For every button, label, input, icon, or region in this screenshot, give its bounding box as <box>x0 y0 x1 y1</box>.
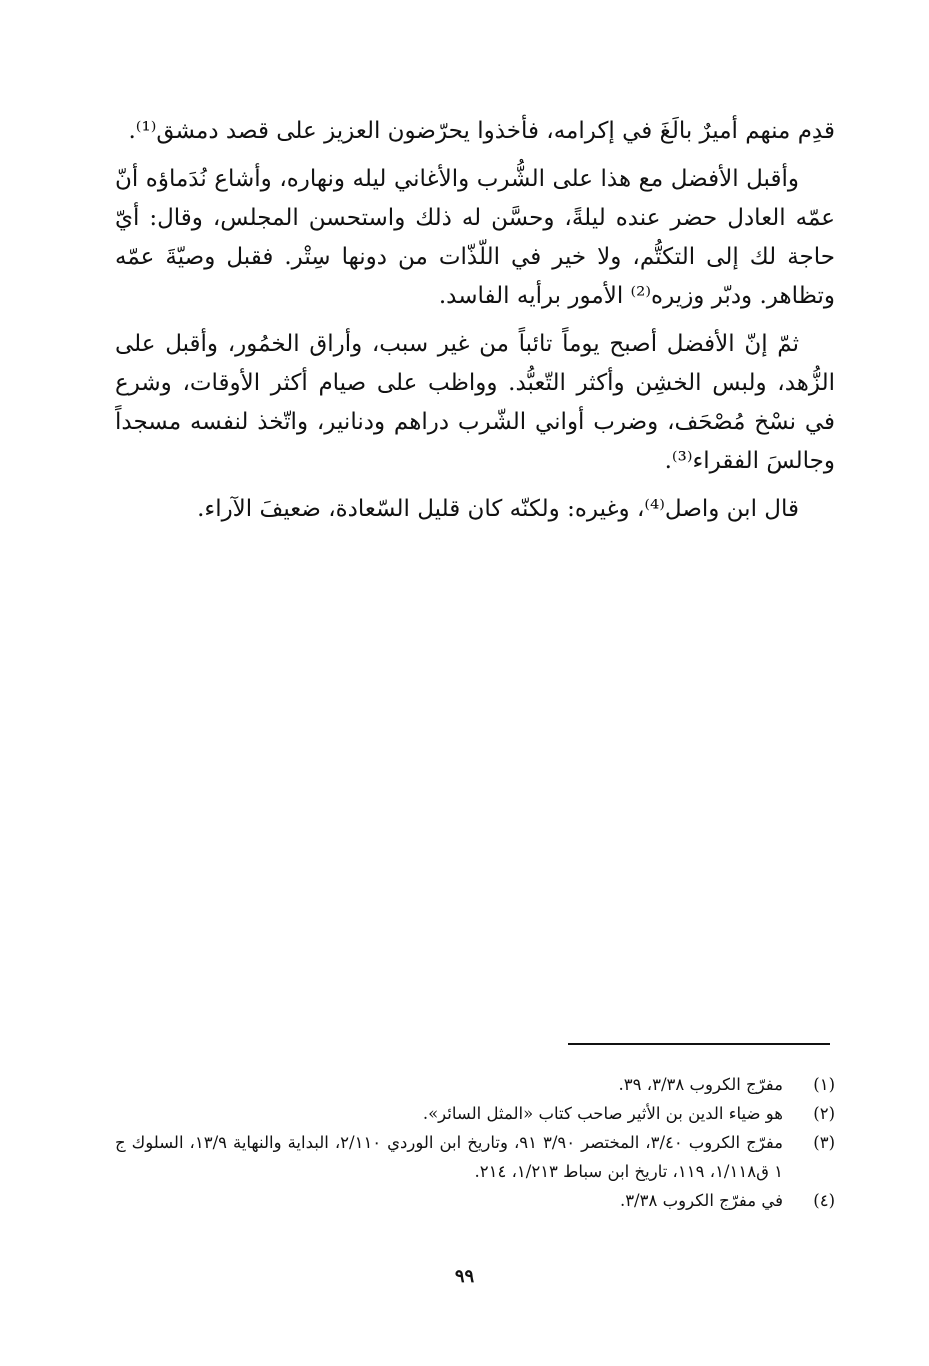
footnote-number: (١) <box>813 1075 835 1094</box>
paragraph-2: وأقبل الأفضل مع هذا على الشُّرب والأغاني ليله ونهاره، وأشاع نُدَماؤه أنّ عمّه العادل حضر عنده ليلةً، وحسَّن له ذلك واستحسن المجلس، وقال: أيّ حاجة لك إلى التكتُّم، ولا خير في اللّذّات من دونها سِتْر. فقبل وصيّةَ عمّه وتظاهر. ودبّر وزيره⁽²⁾ الأمور برأيه الفاسد. <box>115 166 835 309</box>
footnote-text: في مفرّج الكروب ٣/٣٨. <box>619 1191 783 1210</box>
footnotes <box>115 1070 835 1215</box>
footnote-4 <box>115 1186 835 1215</box>
footnote-number: (٤) <box>813 1191 835 1210</box>
footnote-1 <box>115 1070 835 1099</box>
footnote-number: (٣) <box>813 1133 835 1152</box>
footnote-text: مفرّج الكروب ٣/٤٠، المختصر ٣/٩٠ ٩١، وتاريخ ابن الوردي ٢/١١٠، البداية والنهاية ١٣/٩، السلوك ج ١ ق١/١١٨، ١١٩، تاريخ ابن سباط ١/٢١٣، ٢١٤. <box>115 1133 784 1181</box>
main-text <box>115 112 835 538</box>
footnote-text: هو ضياء الدين بن الأثير صاحب كتاب «المثل السائر». <box>422 1104 783 1123</box>
footnote-number: (٢) <box>813 1104 835 1123</box>
paragraph-4: قال ابن واصل⁽⁴⁾، وغيره: ولكنّه كان قليل السّعادة، ضعيفَ الآراء. <box>197 496 799 522</box>
footnote-3 <box>115 1128 835 1186</box>
footnote-2 <box>115 1099 835 1128</box>
footnote-separator <box>568 1043 830 1045</box>
page-number: ٩٩ <box>454 1266 475 1287</box>
paragraph-3: ثمّ إنّ الأفضل أصبح يوماً تائباً من غير سبب، وأراق الخمُور، وأقبل على الزُّهد، ولبس الخشِن وأكثر التّعبُّد. وواظب على صيام أكثر الأوقات، وشرع في نسْخ مُصْحَف، وضرب أواني الشّرب دراهم ودنانير، واتّخذ لنفسه مسجداً وجالسَ الفقراء⁽³⁾. <box>115 331 835 474</box>
footnote-text: مفرّج الكروب ٣/٣٨، ٣٩. <box>618 1075 783 1094</box>
paragraph-1: قدِم منهم أميرٌ بالَغَ في إكرامه، فأخذوا يحرّضون العزيز على قصد دمشق⁽¹⁾. <box>128 118 835 144</box>
